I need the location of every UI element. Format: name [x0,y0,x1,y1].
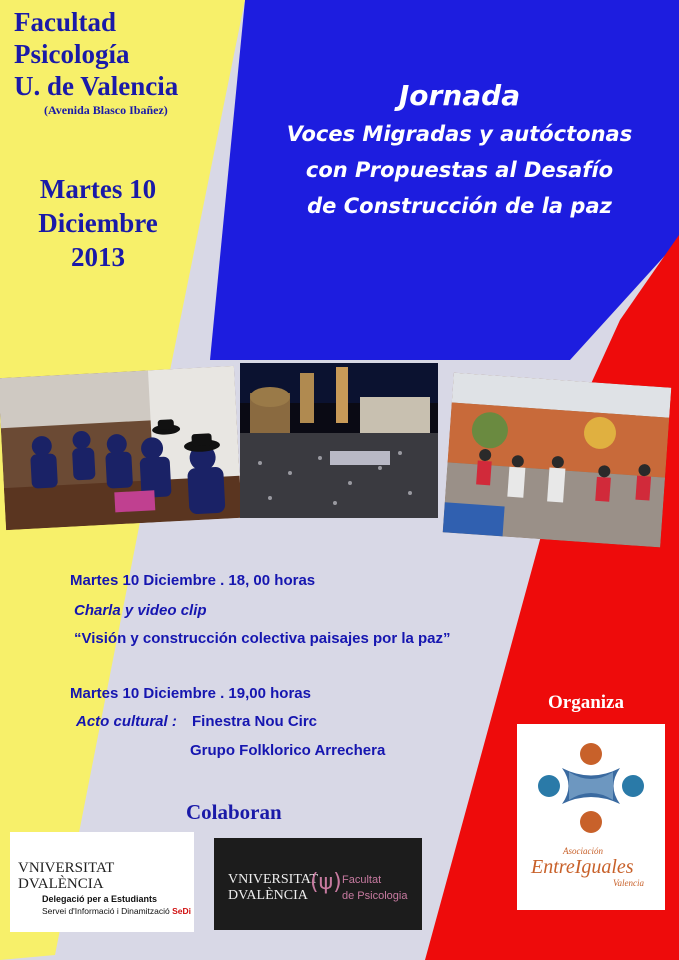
venue-line: Facultad [14,7,117,37]
photo-mural-gathering [443,373,672,548]
event2-act: Finestra Nou Circ [192,713,318,730]
date-line: 2013 [71,242,125,272]
sedi-mark: SeDi [172,906,192,916]
entreiguales-emblem-icon [517,728,665,848]
uv-psicologia-logo [214,838,422,930]
faculty-label: Facultat [342,874,382,886]
headline-title: Jornada [398,79,521,112]
event2-type: Acto cultural : [76,713,177,730]
entreiguales-logo [517,724,665,910]
org-name-suffix: Valencia [613,878,644,888]
event1-title: “Visión y construcción colectiva paisajes por la paz” [74,630,451,647]
event2-act: Grupo Folklorico Arrechera [190,742,386,759]
photo-plaza-crowd [240,363,438,518]
headline-line: de Construcción de la paz [307,194,612,218]
event1-type: Charla y video clip [74,602,207,619]
venue-line: Psicología [14,39,130,69]
headline-line: Voces Migradas y autóctonas [286,122,633,146]
event1-datetime: Martes 10 Diciembre . 18, 00 horas [70,572,316,589]
logo-wordmark: VNIVERSITAT [18,860,115,876]
logo-subtitle-row [42,906,191,916]
date-block [18,172,178,274]
faculty-label: de Psicologia [342,890,408,902]
psi-symbol-icon: (ψ) [310,870,342,895]
logo-wordmark: VNIVERSITAT [228,872,318,887]
venue-address: (Avenida Blasco Ibañez) [44,103,168,117]
organiza-label: Organiza [548,692,624,713]
date-line: Martes 10 [39,174,157,204]
logo-wordmark: DVALÈNCIA [18,876,104,892]
photo-audience [0,366,242,530]
org-name: EntreIguales [531,856,634,878]
org-name-prefix: Asociación [563,846,603,856]
uv-delegacion-logo [10,832,194,932]
program [70,572,500,772]
venue-block [14,6,224,118]
logo-wordmark: DVALÈNCIA [228,888,308,903]
event2-datetime: Martes 10 Diciembre . 19,00 horas [70,685,311,702]
logo-subtitle: Delegació per a Estudiants [42,894,158,904]
colaboran-label: Colaboran [186,800,282,824]
logo-subtitle: Servei d'Informació i Dinamització [42,906,170,916]
venue-line: U. de Valencia [14,71,179,101]
event-headline [240,76,679,224]
date-line: Diciembre [38,208,158,238]
headline-line: con Propuestas al Desafío [305,158,614,182]
